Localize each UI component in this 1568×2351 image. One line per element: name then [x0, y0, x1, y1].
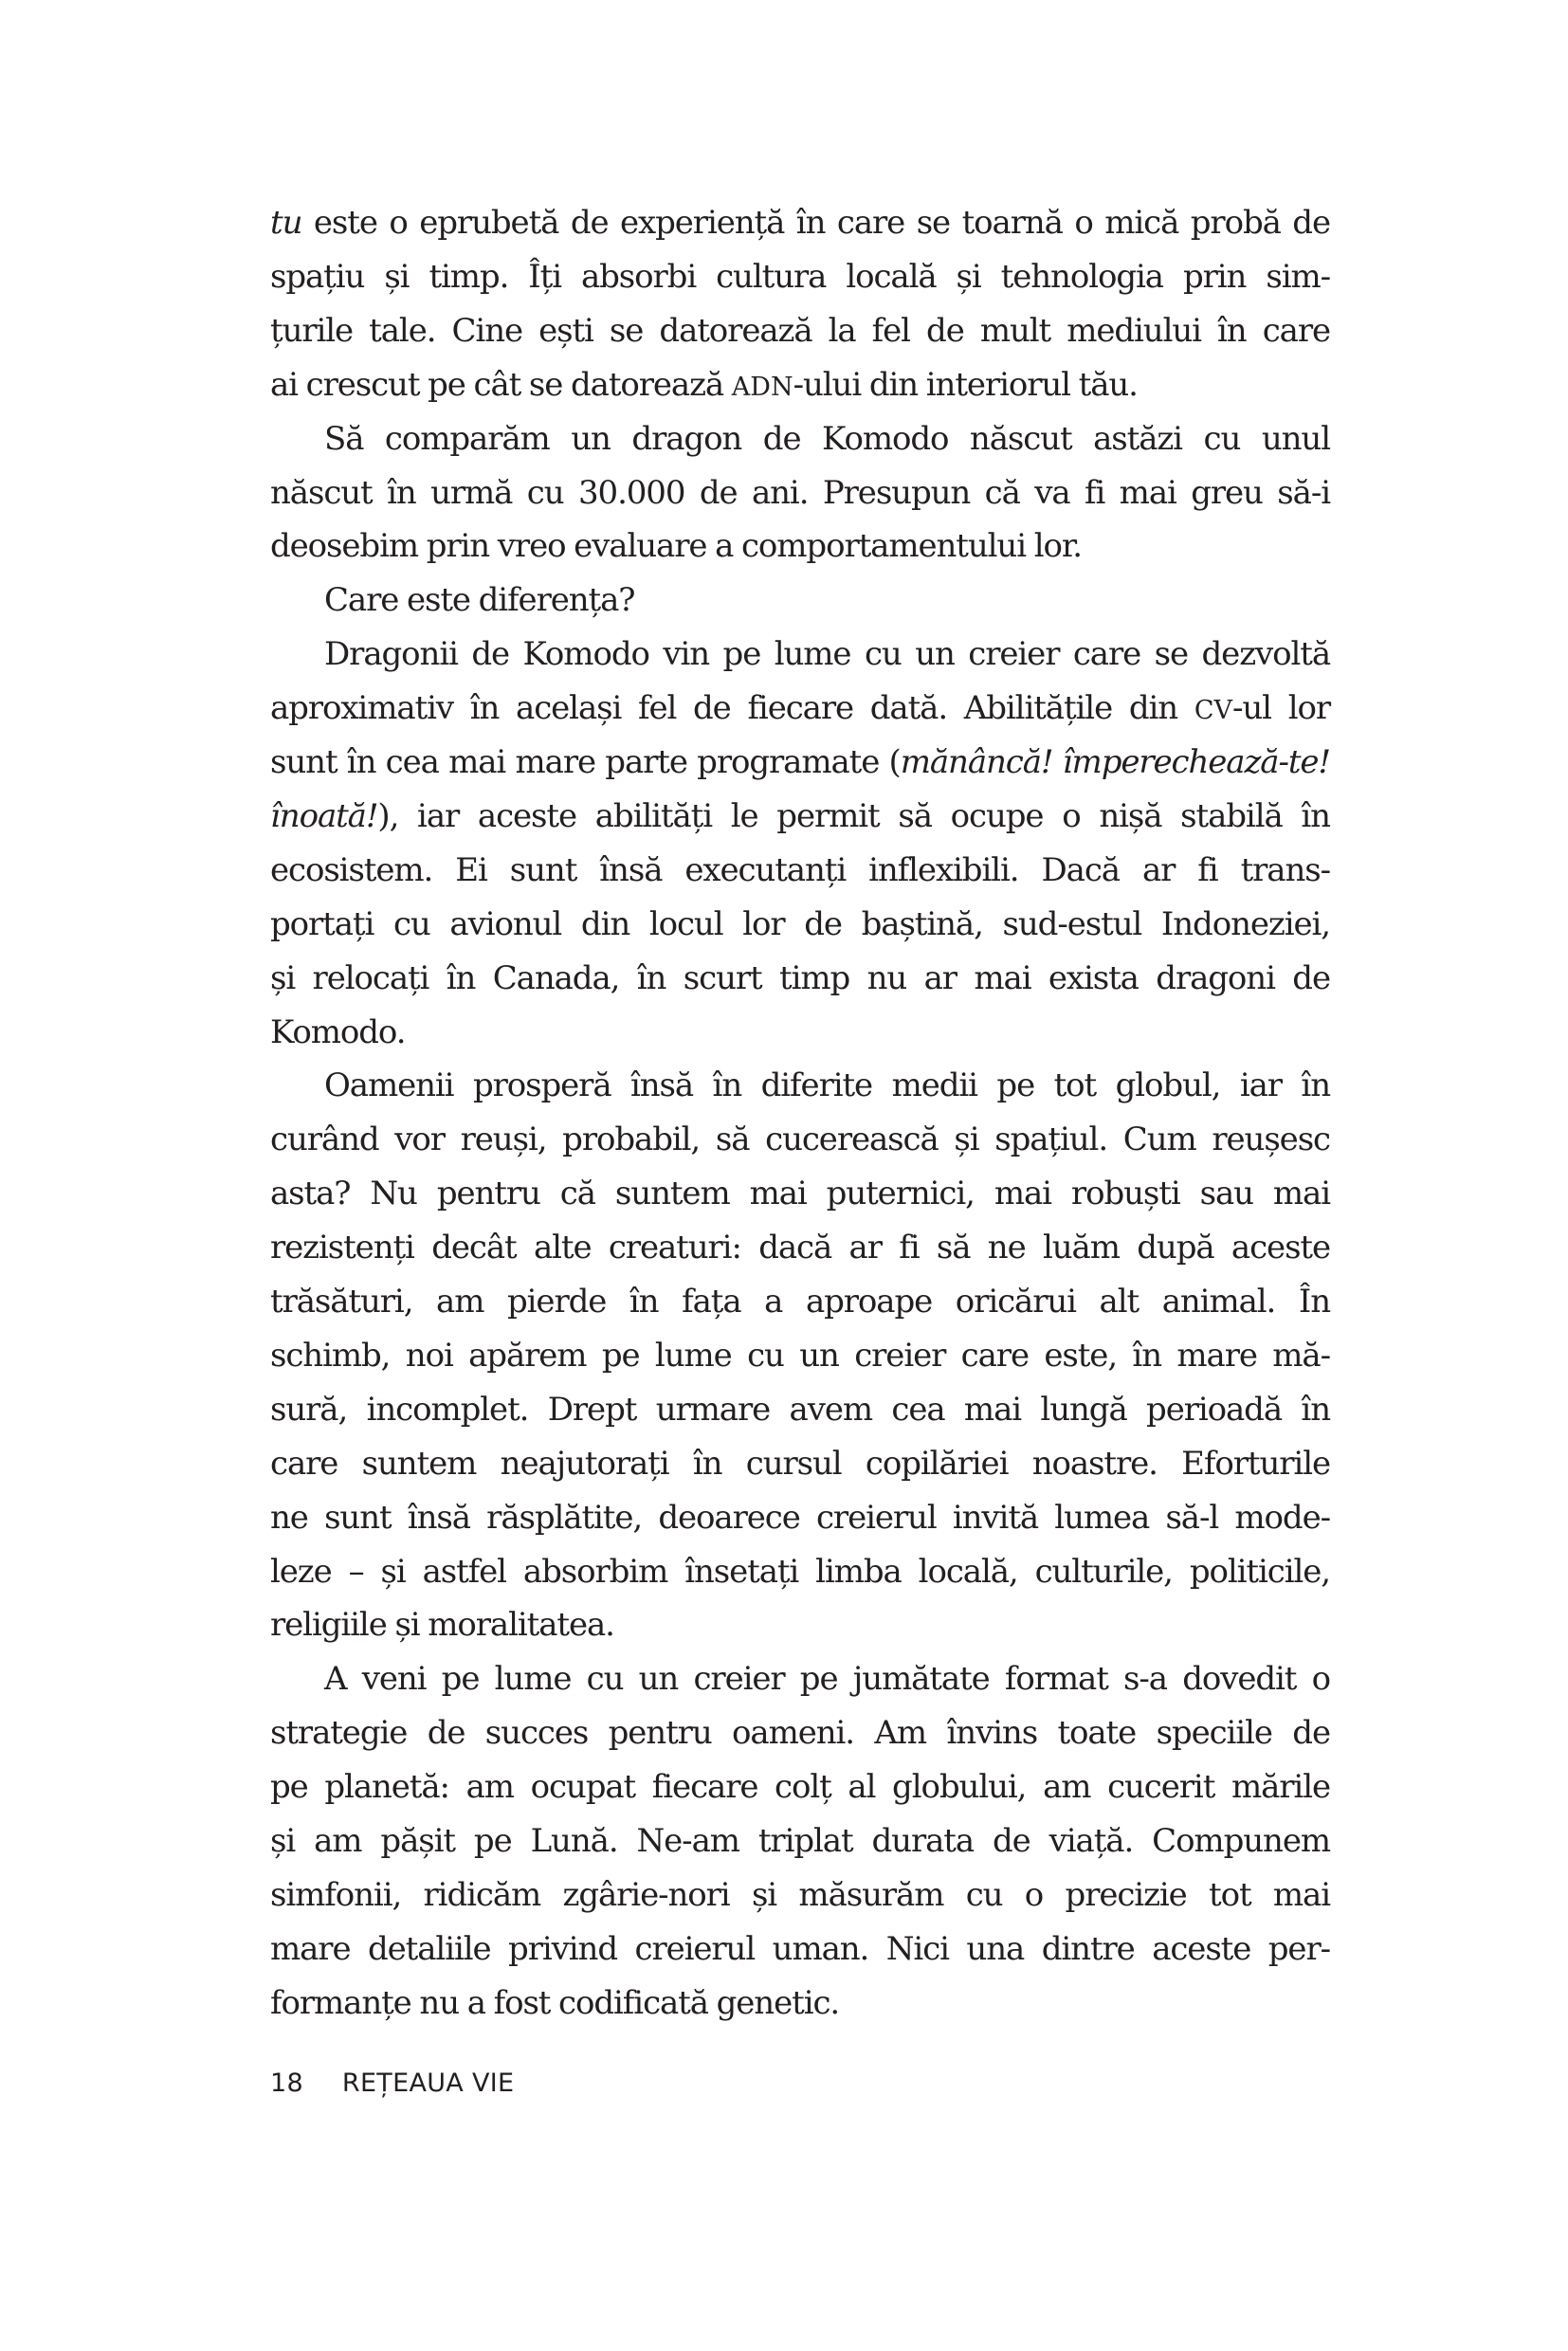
text-segment: -ului din interiorul tău. — [793, 365, 1138, 404]
text-segment: leze – și astfel absorbim însetați limba locală, culturile, politicile, — [270, 1552, 1330, 1591]
text-segment: țurile tale. Cine ești se datorează la fel de mult mediului în care — [270, 311, 1330, 350]
text-line — [270, 1275, 1330, 1329]
text-line — [270, 304, 1330, 358]
text-line — [270, 1977, 1330, 2031]
text-segment: -ul lor — [1232, 689, 1331, 728]
page-footer — [270, 2065, 514, 2103]
text-segment: Dragonii de Komodo vin pe lume cu un creier care se dezvoltă — [324, 635, 1330, 674]
text-segment: schimb, noi apărem pe lume cu un creier care este, în mare mă- — [270, 1336, 1330, 1375]
text-segment: curând vor reuși, probabil, să cucerească și spațiul. Cum reușesc — [270, 1121, 1330, 1159]
text-line — [270, 1652, 1330, 1706]
text-line — [270, 1221, 1330, 1275]
text-line — [270, 412, 1330, 466]
text-segment: ne sunt însă răsplătite, deoarece creierul invită lumea să-l mode- — [270, 1498, 1330, 1537]
text-segment: simfonii, ridicăm zgârie-nori și măsurăm cu o precizie tot mai — [270, 1875, 1330, 1914]
text-line — [270, 1545, 1330, 1599]
text-line — [270, 952, 1330, 1006]
text-segment: ), iar aceste abilități le permit să ocupe o nișă stabilă în — [377, 796, 1330, 835]
text-line — [270, 1760, 1330, 1814]
text-segment: religiile și moralitatea. — [270, 1606, 614, 1645]
text-line — [270, 1437, 1330, 1491]
text-line — [270, 1491, 1330, 1545]
text-segment: strategie de succes pentru oameni. Am învins toate speciile de — [270, 1714, 1330, 1753]
text-line — [270, 682, 1330, 736]
text-line — [270, 1598, 1330, 1652]
text-segment: Komodo. — [270, 1012, 406, 1051]
small-caps-text: CV — [1194, 696, 1232, 726]
text-segment: Oamenii prosperă însă în diferite medii pe tot globul, iar în — [324, 1066, 1330, 1105]
small-caps-text: ADN — [731, 372, 793, 402]
text-line — [270, 736, 1330, 790]
text-segment: sunt în cea mai mare parte programate ( — [270, 743, 901, 781]
text-segment: Care este diferența? — [324, 581, 635, 620]
text-line — [270, 628, 1330, 682]
italic-text: mănâncă! împerechează-te! — [900, 743, 1330, 781]
text-segment: Să comparăm un dragon de Komodo născut astăzi cu unul — [324, 419, 1330, 458]
page-number: 18 — [270, 2069, 303, 2098]
text-segment: spațiu și timp. Îți absorbi cultura locală și tehnologia prin sim- — [270, 257, 1330, 296]
running-title: REȚEAUA VIE — [341, 2069, 515, 2098]
text-segment: asta? Nu pentru că suntem mai puternici, mai robuști sau mai — [270, 1175, 1330, 1213]
text-line — [270, 898, 1330, 952]
text-segment: rezistenți decât alte creaturi: dacă ar fi să ne luăm după aceste — [270, 1229, 1330, 1267]
italic-text: înoată! — [270, 796, 378, 835]
text-segment: mare detaliile privind creierul uman. Nici una dintre aceste per- — [270, 1929, 1330, 1968]
italic-text: tu — [270, 204, 302, 242]
text-segment: născut în urmă cu 30.000 de ani. Presupun că va fi mai greu să-i — [270, 473, 1330, 512]
text-segment: formanțe nu a fost codificată genetic. — [270, 1983, 840, 2022]
text-segment: deosebim prin vreo evaluare a comportamentului lor. — [270, 527, 1082, 566]
text-line — [270, 250, 1330, 304]
text-segment: aproximativ în același fel de fiecare dată. Abilitățile din — [270, 689, 1194, 728]
text-line — [270, 1923, 1330, 1977]
text-segment: care suntem neajutorați în cursul copilăriei noastre. Eforturile — [270, 1444, 1330, 1483]
text-segment: și relocați în Canada, în scurt timp nu ar mai exista dragoni de — [270, 958, 1330, 997]
text-line — [270, 1814, 1330, 1868]
text-segment: trăsături, am pierde în fața a aproape oricărui alt animal. În — [270, 1283, 1330, 1321]
text-line — [270, 519, 1330, 574]
text-line — [270, 1868, 1330, 1923]
text-line — [270, 1006, 1330, 1060]
text-line — [270, 1113, 1330, 1167]
text-segment: A veni pe lume cu un creier pe jumătate format s-a dovedit o — [324, 1660, 1330, 1699]
text-line — [270, 466, 1330, 520]
text-line — [270, 1706, 1330, 1760]
text-line — [270, 844, 1330, 898]
text-line — [270, 1383, 1330, 1437]
text-segment: este o eprubetă de experiență în care se toarnă o mică probă de — [301, 204, 1330, 242]
text-line — [270, 574, 1330, 628]
text-segment: pe planetă: am ocupat fiecare colț al globului, am cucerit mările — [270, 1768, 1330, 1807]
text-segment: ecosistem. Ei sunt însă executanți inflexibili. Dacă ar fi trans- — [270, 850, 1330, 889]
text-line — [270, 1167, 1330, 1221]
text-line — [270, 790, 1330, 844]
text-line — [270, 1329, 1330, 1383]
text-segment: ai crescut pe cât se datorează — [270, 365, 732, 404]
text-line — [270, 1059, 1330, 1113]
text-segment: și am pășit pe Lună. Ne-am triplat durata de viață. Compunem — [270, 1822, 1330, 1860]
text-segment: portați cu avionul din locul lor de baștină, sud-estul Indoneziei, — [270, 904, 1330, 943]
text-segment: sură, incomplet. Drept urmare avem cea mai lungă perioadă în — [270, 1390, 1330, 1429]
text-line — [270, 358, 1330, 412]
text-line — [270, 196, 1330, 250]
